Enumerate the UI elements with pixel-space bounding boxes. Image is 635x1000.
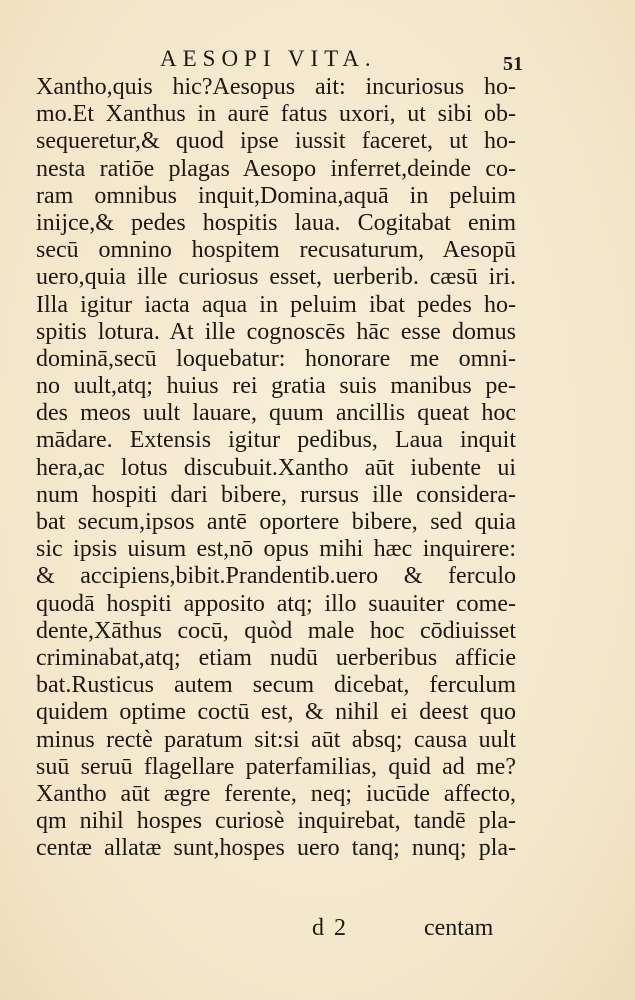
text-line: nesta ratiōe plagas Aesopo inferret,deinde co- — [36, 155, 516, 182]
catchword: centam — [424, 915, 494, 941]
text-line: dente,Xāthus cocū, quòd male hoc cōdiuisset — [36, 617, 516, 644]
body-text — [36, 74, 516, 862]
text-line: inijce,& pedes hospitis laua. Cogitabat enim — [36, 209, 516, 236]
text-line: Xantho,quis hic?Aesopus ait: incuriosus ho- — [36, 74, 516, 100]
text-line: mo.Et Xanthus in aurē fatus uxori, ut sibi ob- — [36, 101, 516, 128]
text-line: bat secum,ipsos antē oportere bibere, sed quia — [36, 509, 516, 535]
page-footer — [0, 913, 635, 943]
text-line: spitis lotura. At ille cognoscēs hāc esse domus — [36, 318, 516, 345]
text-line: mādare. Extensis igitur pedibus, Laua inquit — [36, 427, 516, 454]
text-line: Illa igitur iacta aqua in peluim ibat pedes ho- — [36, 291, 516, 318]
text-line: sequeretur,& quod ipse iussit faceret, ut ho- — [36, 128, 516, 155]
text-line: no uult,atq; huius rei gratia suis manibus pe- — [36, 373, 516, 400]
text-line: bat.Rusticus autem secum dicebat, ferculum — [36, 672, 516, 699]
text-line: Xantho aūt ægre ferente, neq; iucūde affecto, — [36, 780, 516, 807]
text-line: centæ allatæ sunt,hospes uero tanq; nunq; pla- — [36, 835, 516, 862]
text-line: uero,quia ille curiosus esset, uerberib. cæsū iri. — [36, 264, 516, 291]
folio-number: 51 — [503, 53, 523, 75]
text-line: qm nihil hospes curiosè inquirebat, tandē pla- — [36, 808, 516, 835]
text-line: secū omnino hospitem recusaturum, Aesopū — [36, 237, 516, 264]
page-header — [0, 44, 635, 74]
text-line: des meos uult lauare, quum ancillis queat hoc — [36, 400, 516, 427]
text-line: num hospiti dari bibere, rursus ille considera- — [36, 481, 516, 508]
text-line: quidem optime coctū est, & nihil ei deest quo — [36, 699, 516, 726]
text-line: minus rectè paratum sit:si aūt absq; causa uult — [36, 726, 516, 753]
text-line: criminabat,atq; etiam nudū uerberibus afficie — [36, 644, 516, 671]
text-line: dominā,secū loquebatur: honorare me omni- — [36, 345, 516, 372]
text-line: quodā hospiti apposito atq; illo suauiter come- — [36, 590, 516, 617]
text-line: ram omnibus inquit,Domina,aquā in peluim — [36, 182, 516, 209]
running-title: AESOPI VITA. — [160, 46, 377, 71]
signature-mark: d 2 — [312, 915, 348, 941]
text-line: sic ipsis uisum est,nō opus mihi hæc inquirere: — [36, 536, 516, 563]
text-line: hera,ac lotus discubuit.Xantho aūt iubente ui — [36, 454, 516, 481]
text-line: suū seruū flagellare paterfamilias, quid ad me? — [36, 753, 516, 780]
text-line: & accipiens,bibit.Prandentib.uero & ferculo — [36, 563, 516, 590]
